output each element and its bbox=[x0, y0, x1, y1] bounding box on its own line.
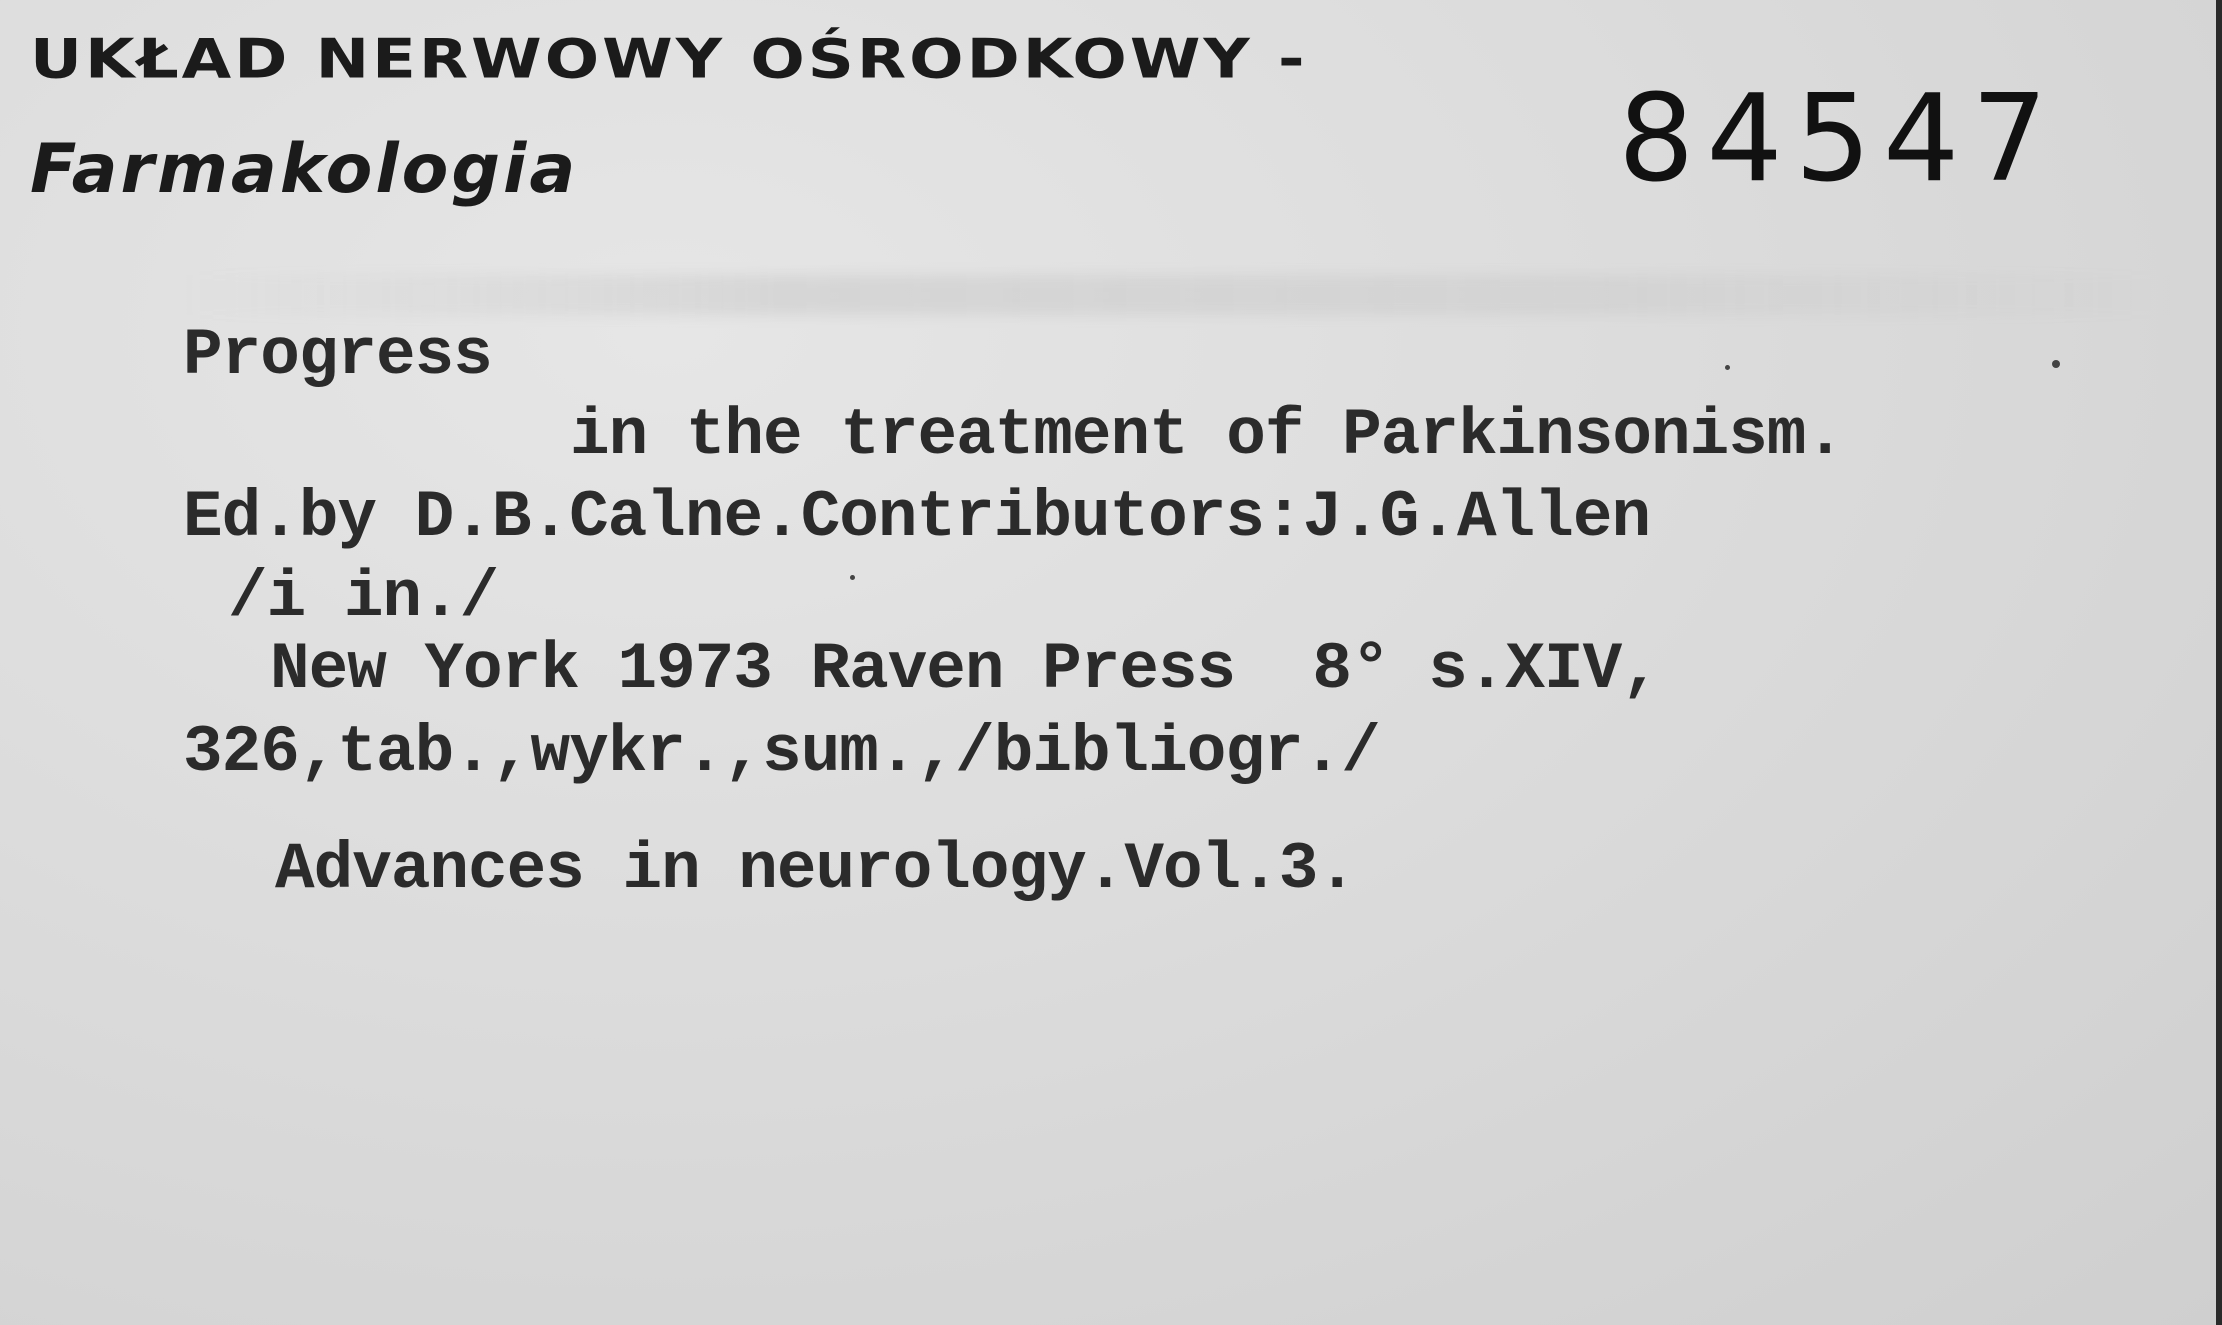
subject-heading-line1: UKŁAD NERWOWY OŚRODKOWY - bbox=[30, 28, 1308, 91]
editor-line2: /i in./ bbox=[228, 560, 499, 635]
ink-speck bbox=[2052, 360, 2060, 368]
subject-heading-line2: Farmakologia bbox=[30, 130, 579, 209]
title-line1: Progress bbox=[183, 318, 492, 393]
imprint-line: New York 1973 Raven Press 8° s.XIV, bbox=[270, 632, 1660, 707]
ink-speck bbox=[1725, 365, 1730, 370]
series-line: Advances in neurology.Vol.3. bbox=[275, 832, 1356, 907]
editor-line: Ed.by D.B.Calne.Contributors:J.G.Allen bbox=[183, 480, 1651, 555]
title-line2: in the treatment of Parkinsonism. bbox=[570, 398, 1845, 473]
extent-line: 326,tab.,wykr.,sum.,/bibliogr./ bbox=[183, 715, 1380, 790]
paper-stain bbox=[180, 275, 2180, 315]
call-number: 84547 bbox=[1618, 70, 2060, 209]
ink-speck bbox=[850, 575, 855, 580]
